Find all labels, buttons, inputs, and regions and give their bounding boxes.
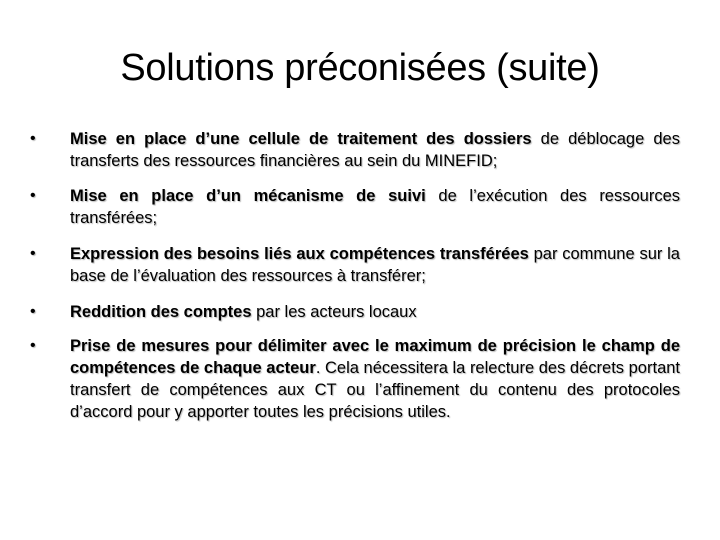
bullet-item	[30, 128, 680, 172]
bullet-bold-text: Mise en place d’une cellule de traitement des dossiers	[70, 130, 532, 148]
bullet-dot: •	[30, 130, 36, 147]
bullet-bold-text: Reddition des comptes	[70, 303, 252, 321]
bullet-bold-text: Expression des besoins liés aux compétences transférées	[70, 245, 529, 263]
bullet-bold-text: Mise en place d’un mécanisme de suivi	[70, 187, 426, 205]
bullet-bold-text: Prise de mesures pour délimiter avec le maximum de précision le champ de compétences de chaque acteur	[70, 337, 680, 377]
slide-title: Solutions préconisées (suite)	[120, 47, 600, 89]
bullet-dot: •	[30, 303, 36, 320]
bullet-dot: •	[30, 337, 36, 354]
bullet-dot: •	[30, 245, 36, 262]
bullet-item	[30, 335, 680, 423]
bullet-text: par commune sur la base de l’évaluation des ressources à transférer;	[70, 245, 680, 285]
bullet-item	[30, 185, 680, 229]
bullet-text: par les acteurs locaux	[251, 303, 417, 321]
bullet-text: . Cela nécessitera la relecture des décrets portant transfert de compétences aux CT ou l’affinement du contenu des protocoles d’accord pour y apporter toutes les précisions utiles.	[70, 359, 681, 421]
bullet-list	[30, 128, 680, 435]
bullet-item	[30, 301, 680, 323]
bullet-text: de déblocage des transferts des ressources financières au sein du MINEFID;	[70, 130, 680, 170]
bullet-item	[30, 243, 680, 287]
bullet-dot: •	[30, 187, 36, 204]
bullet-text: de l’exécution des ressources transférées;	[70, 187, 681, 227]
